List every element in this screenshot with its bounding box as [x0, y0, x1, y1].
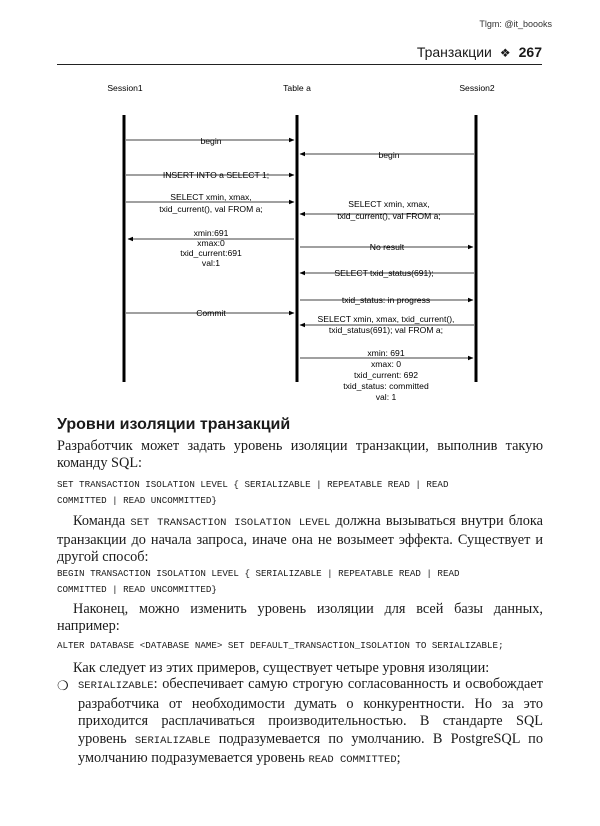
separator-icon: ❖ [499, 46, 511, 60]
bullet-code-serializable: SERIALIZABLE [78, 680, 154, 692]
bullet-item-serializable [78, 676, 543, 770]
msg-begin-s2: begin [378, 150, 400, 160]
column-table-a: Table a [283, 83, 311, 93]
msg-select2-line1: SELECT xmin, xmax, txid_current(), [317, 314, 455, 324]
bullet-code-serializable-2: SERIALIZABLE [134, 734, 211, 747]
column-session2: Session2 [459, 83, 495, 93]
msg-final-val: val: 1 [375, 392, 397, 402]
bullet-text-1: : обеспечивает самую строгую согласованность и освобождает разработчика от необходимости думать о конкурентности. Но за это приходится расплачиваться производительностью. В стандарте SQL уровень [78, 676, 543, 747]
paragraph-3: Наконец, можно изменить уровень изоляции для всей базы данных, например: [57, 601, 543, 635]
msg-select2-line2: txid_status(691); val FROM a; [328, 325, 444, 335]
msg-no-result: No result [369, 242, 405, 252]
p2-text-before: Команда [73, 513, 131, 529]
sequence-diagram [0, 70, 600, 410]
msg-select-s1-line2: txid_current(), val FROM a; [159, 204, 263, 214]
msg-begin-s1: begin [200, 136, 222, 146]
chapter-title: Транзакции [416, 44, 492, 60]
paragraph-1: Разработчик может задать уровень изоляции транзакции, выполнив такую команду SQL: [57, 438, 543, 472]
p2-inline-code: SET TRANSACTION ISOLATION LEVEL [130, 517, 331, 529]
msg-result-xmin: xmin:691 [193, 228, 229, 238]
page-number: 267 [518, 44, 542, 60]
p2-text-after: должна вызываться внутри блока транзакции до начала запроса, иначе она не возымеет эффекта. Существует и другой способ: [57, 513, 543, 566]
column-session1: Session1 [107, 83, 143, 93]
msg-select-s2-line2: txid_current(), val FROM a; [337, 211, 441, 221]
watermark: Tlgm: @it_boooks [479, 19, 552, 29]
msg-final-xmin: xmin: 691 [367, 348, 405, 358]
msg-in-progress: txid_status: in progress [341, 295, 431, 305]
bullet-text-2: подразумевается по умолчанию. В PostgreSQL по умолчанию подразумевается уровень [78, 730, 543, 767]
msg-select-s1-line1: SELECT xmin, xmax, [170, 192, 252, 202]
bullet-circle-icon: ❍ [57, 678, 69, 693]
page-header [57, 42, 542, 65]
section-title: Уровни изоляции транзакций [57, 416, 291, 433]
bullet-text-3: ; [396, 750, 401, 767]
paragraph-2 [57, 513, 543, 567]
msg-result-val: val:1 [201, 258, 221, 268]
msg-final-status: txid_status: committed [343, 381, 429, 391]
code-block-1: SET TRANSACTION ISOLATION LEVEL { SERIALIZABLE | REPEATABLE READ | READ COMMITTED | READ UNCOMMITTED} [57, 479, 449, 506]
paragraph-4: Как следует из этих примеров, существует четыре уровня изоляции: [73, 660, 490, 676]
code-block-3: ALTER DATABASE <DATABASE NAME> SET DEFAULT_TRANSACTION_ISOLATION TO SERIALIZABLE; [57, 640, 504, 651]
msg-result-txid: txid_current:691 [180, 248, 242, 258]
msg-final-xmax: xmax: 0 [370, 359, 402, 369]
msg-final-txid: txid_current: 692 [353, 370, 419, 380]
msg-result-xmax: xmax:0 [197, 238, 225, 248]
code-block-2: BEGIN TRANSACTION ISOLATION LEVEL { SERIALIZABLE | REPEATABLE READ | READ COMMITTED | READ UNCOMMITTED} [57, 568, 460, 595]
msg-commit: Commit [196, 308, 226, 318]
bullet-code-read-committed: READ COMMITTED [308, 754, 397, 767]
msg-select-s2-line1: SELECT xmin, xmax, [348, 199, 430, 209]
msg-insert: INSERT INTO a SELECT 1; [162, 170, 270, 180]
msg-txid-status: SELECT txid_status(691); [334, 268, 434, 278]
